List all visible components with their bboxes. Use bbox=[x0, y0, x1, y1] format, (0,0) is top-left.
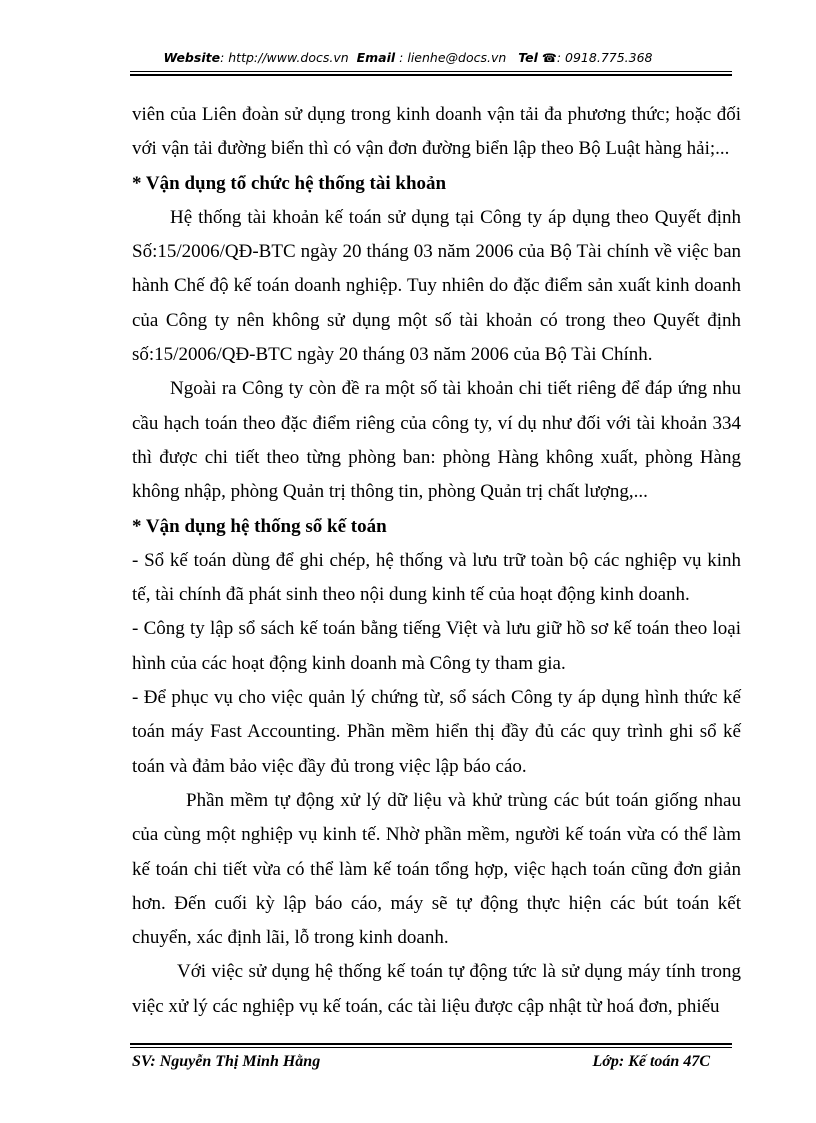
bullet-paragraph: - Công ty lập sổ sách kế toán bằng tiếng Việt và lưu giữ hồ sơ kế toán theo loại hình của các hoạt động kinh doanh mà Công ty tham gia. bbox=[132, 618, 741, 674]
paragraph: Ngoài ra Công ty còn đề ra một số tài khoản chi tiết riêng để đáp ứng nhu cầu hạch toán theo đặc điểm riêng của công ty, ví dụ như đối với tài khoản 334 thì được chi tiết theo từng phòng ban: phòng Hàng không xuất, phòng Hàng không nhập, phòng Quản trị thông tin, phòng Quản trị chất lượng,... bbox=[132, 378, 741, 503]
bullet-paragraph: - Để phục vụ cho việc quản lý chứng từ, sổ sách Công ty áp dụng hình thức kế toán máy Fast Accounting. Phần mềm hiển thị đầy đủ các quy trình ghi sổ kế toán và đảm bảo việc đầy đủ trong việc lập báo cáo. bbox=[132, 687, 741, 777]
website-url: : http://www.docs.vn bbox=[220, 50, 349, 65]
document-body bbox=[132, 98, 741, 1024]
footer-class: Lớp: Kế toán 47C bbox=[592, 1053, 710, 1070]
paragraph: Với việc sử dụng hệ thống kế toán tự động tức là sử dụng máy tính trong việc xử lý các nghiệp vụ kế toán, các tài liệu được cập nhật từ hoá đơn, phiếu bbox=[132, 961, 741, 1017]
email-label: Email bbox=[356, 50, 396, 65]
phone-icon: ☎ bbox=[541, 51, 557, 65]
tel-label: Tel bbox=[518, 50, 538, 65]
footer-student-name: SV: Nguyễn Thị Minh Hằng bbox=[132, 1053, 321, 1070]
page-header bbox=[0, 50, 816, 65]
section-heading: * Vận dụng hệ thống sổ kế toán bbox=[132, 515, 387, 537]
header-rule-thin bbox=[130, 71, 732, 72]
paragraph: Phần mềm tự động xử lý dữ liệu và khử trùng các bút toán giống nhau của cùng một nghiệp vụ kinh tế. Nhờ phần mềm, người kế toán vừa có thể làm kế toán chi tiết vừa có thể làm kế toán tổng hợp, việc hạch toán cũng đơn giản hơn. Đến cuối kỳ lập báo cáo, máy sẽ tự động thực hiện các bút toán kết chuyển, xác định lãi, lỗ trong kinh doanh. bbox=[132, 789, 741, 949]
section-heading: * Vận dụng tổ chức hệ thống tài khoản bbox=[132, 172, 447, 194]
paragraph: viên của Liên đoàn sử dụng trong kinh doanh vận tải đa phương thức; hoặc đối với vận tải đường biển thì có vận đơn đường biển lập theo Bộ Luật hàng hải;... bbox=[132, 104, 741, 160]
paragraph: Hệ thống tài khoản kế toán sử dụng tại Công ty áp dụng theo Quyết định Số:15/2006/QĐ-BTC ngày 20 tháng 03 năm 2006 của Bộ Tài chính về việc ban hành Chế độ kế toán doanh nghiệp. Tuy nhiên do đặc điểm sản xuất kinh doanh của Công ty nên không sử dụng một số tài khoản có trong theo Quyết định số:15/2006/QĐ-BTC ngày 20 tháng 03 năm 2006 của Bộ Tài Chính. bbox=[132, 206, 741, 366]
footer-rule-thin bbox=[130, 1047, 732, 1048]
bullet-paragraph: - Sổ kế toán dùng để ghi chép, hệ thống và lưu trữ toàn bộ các nghiệp vụ kinh tế, tài chính đã phát sinh theo nội dung kinh tế của hoạt động kinh doanh. bbox=[132, 549, 741, 606]
tel-number: : 0918.775.368 bbox=[556, 50, 653, 65]
email-address: : lienhe@docs.vn bbox=[399, 50, 507, 65]
footer-rule-thick bbox=[130, 1043, 732, 1045]
website-label: Website bbox=[163, 50, 221, 65]
header-rule-thick bbox=[130, 74, 732, 76]
